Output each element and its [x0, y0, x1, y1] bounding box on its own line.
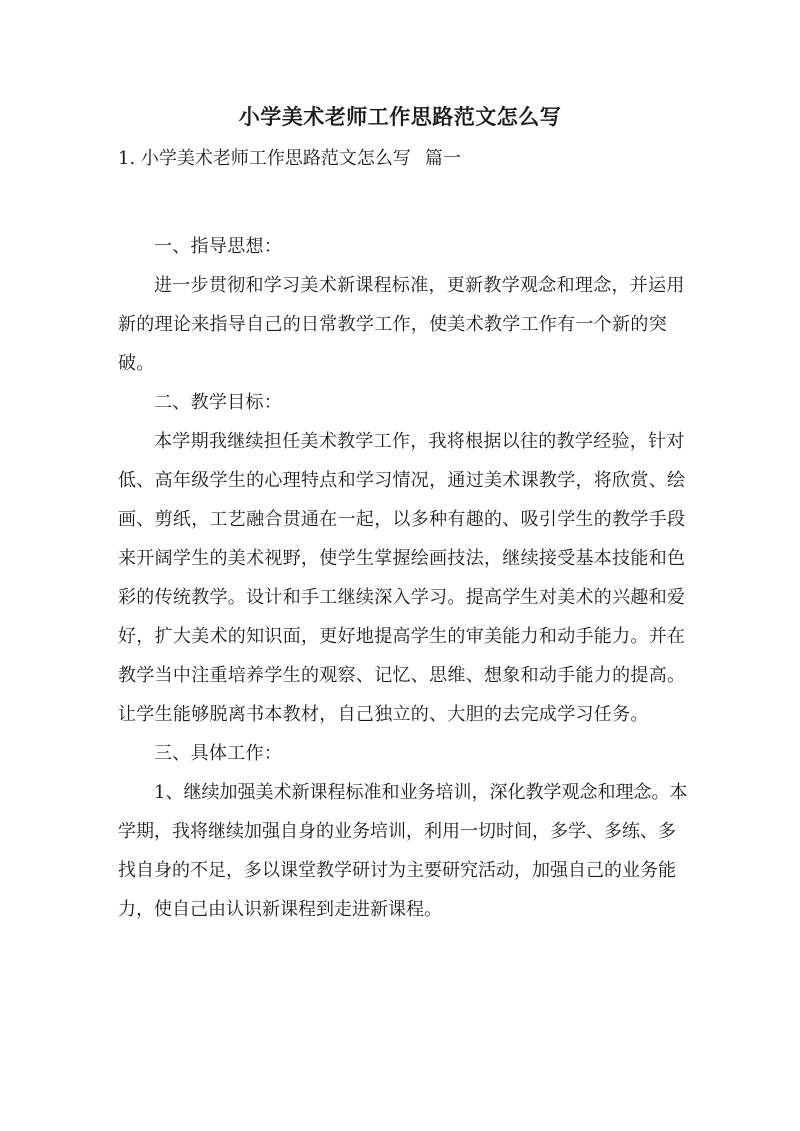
- paragraph-teaching-goals: 本学期我继续担任美术教学工作，我将根据以往的教学经验，针对低、高年级学生的心理特点和学习情况，通过美术课教学，将欣赏、绘画、剪纸，工艺融合贯通在一起，以多种有趣的、吸引学生的教学手段来开阔学生的美术视野，使学生掌握绘画技法，继续接受基本技能和色彩的传统教学。设计和手工继续深入学习。提高学生对美术的兴趣和爱好，扩大美术的知识面，更好地提高学生的审美能力和动手能力。并在教学当中注重培养学生的观察、记忆、思维、想象和动手能力的提高。让学生能够脱离书本教材，自己独立的、大胆的去完成学习任务。: [118, 431, 686, 725]
- heading-specific-work: 三、具体工作：: [154, 743, 283, 764]
- heading-teaching-goals: 二、教学目标：: [154, 392, 283, 413]
- paragraph-guiding-thought: 进一步贯彻和学习美术新课程标准，更新教学观念和理念，并运用新的理论来指导自己的日常教学工作，使美术教学工作有一个新的突破。: [118, 275, 685, 374]
- paragraph-specific-work: 1、继续加强美术新课程标准和业务培训，深化教学观念和理念。本学期，我将继续加强自身的业务培训，利用一切时间，多学、多练、多找自身的不足，多以课堂教学研讨为主要研究活动，加强自己的业务能力，使自己由认识新课程到走进新课程。: [118, 782, 688, 920]
- document-title: 小学美术老师工作思路范文怎么写: [238, 104, 562, 129]
- section-heading: [118, 145, 461, 173]
- heading-guiding-thought: 一、指导思想：: [154, 236, 283, 257]
- section-heading-part: 篇一: [424, 148, 461, 169]
- document-body: [118, 227, 692, 929]
- section-heading-main: 1. 小学美术老师工作思路范文怎么写: [118, 148, 411, 169]
